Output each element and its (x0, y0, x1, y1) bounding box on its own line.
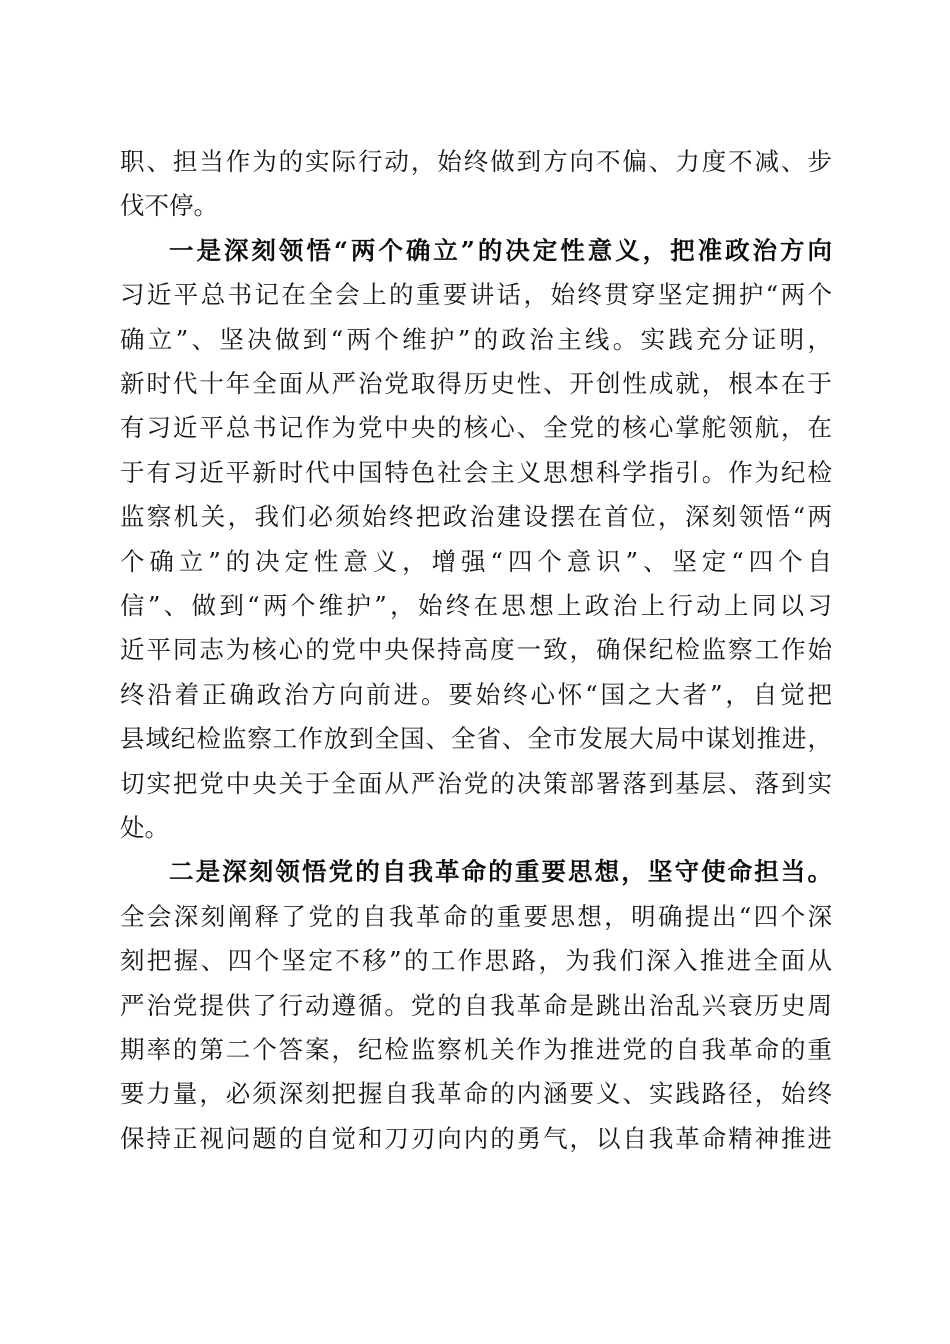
body-text-line: 伐不停。 (120, 191, 218, 221)
body-text-line: 刻把握、四个坚定不移”的工作思路，为我们深入推进全面从 (120, 946, 832, 976)
body-text-line: 习近平总书记在全会上的重要讲话，始终贯穿坚定拥护“两个 (120, 280, 832, 310)
section-heading-line: 一是深刻领悟“两个确立”的决定性意义，把准政治方向 (169, 235, 832, 265)
body-text-line: 监察机关，我们必须始终把政治建设摆在首位，深刻领悟“两 (120, 502, 832, 532)
body-text-line: 信”、做到“两个维护”，始终在思想上政治上行动上同以习 (120, 591, 832, 620)
body-text-line: 职、担当作为的实际行动，始终做到方向不偏、力度不减、步 (120, 147, 832, 176)
body-text-line: 县域纪检监察工作放到全国、全省、全市发展大局中谋划推进， (120, 724, 832, 754)
body-text-line: 终沿着正确政治方向前进。要始终心怀“国之大者”，自觉把 (120, 679, 832, 709)
body-text-line: 个确立”的决定性意义，增强“四个意识”、坚定“四个自 (120, 546, 832, 576)
body-text-line: 处。 (120, 813, 169, 842)
body-text-line: 于有习近平新时代中国特色社会主义思想科学指引。作为纪检 (120, 457, 832, 487)
body-text-line: 全会深刻阐释了党的自我革命的重要思想，明确提出“四个深 (120, 901, 832, 931)
body-text-line: 保持正视问题的自觉和刀刃向内的勇气，以自我革命精神推进 (120, 1123, 832, 1153)
section-heading-line: 二是深刻领悟党的自我革命的重要思想，坚守使命担当。 (169, 857, 832, 887)
body-text-line: 切实把党中央关于全面从严治党的决策部署落到基层、落到实 (120, 768, 832, 798)
body-text-line: 严治党提供了行动遵循。党的自我革命是跳出治乱兴衰历史周 (120, 990, 832, 1020)
body-text-line: 新时代十年全面从严治党取得历史性、开创性成就，根本在于 (120, 369, 832, 398)
body-text-line: 近平同志为核心的党中央保持高度一致，确保纪检监察工作始 (120, 635, 832, 665)
body-text-line: 有习近平总书记作为党中央的核心、全党的核心掌舵领航，在 (120, 413, 832, 443)
body-text-line: 期率的第二个答案，纪检监察机关作为推进党的自我革命的重 (120, 1035, 832, 1064)
body-text-line: 要力量，必须深刻把握自我革命的内涵要义、实践路径，始终 (120, 1079, 832, 1109)
body-text-line: 确立”、坚决做到“两个维护”的政治主线。实践充分证明， (120, 324, 832, 354)
